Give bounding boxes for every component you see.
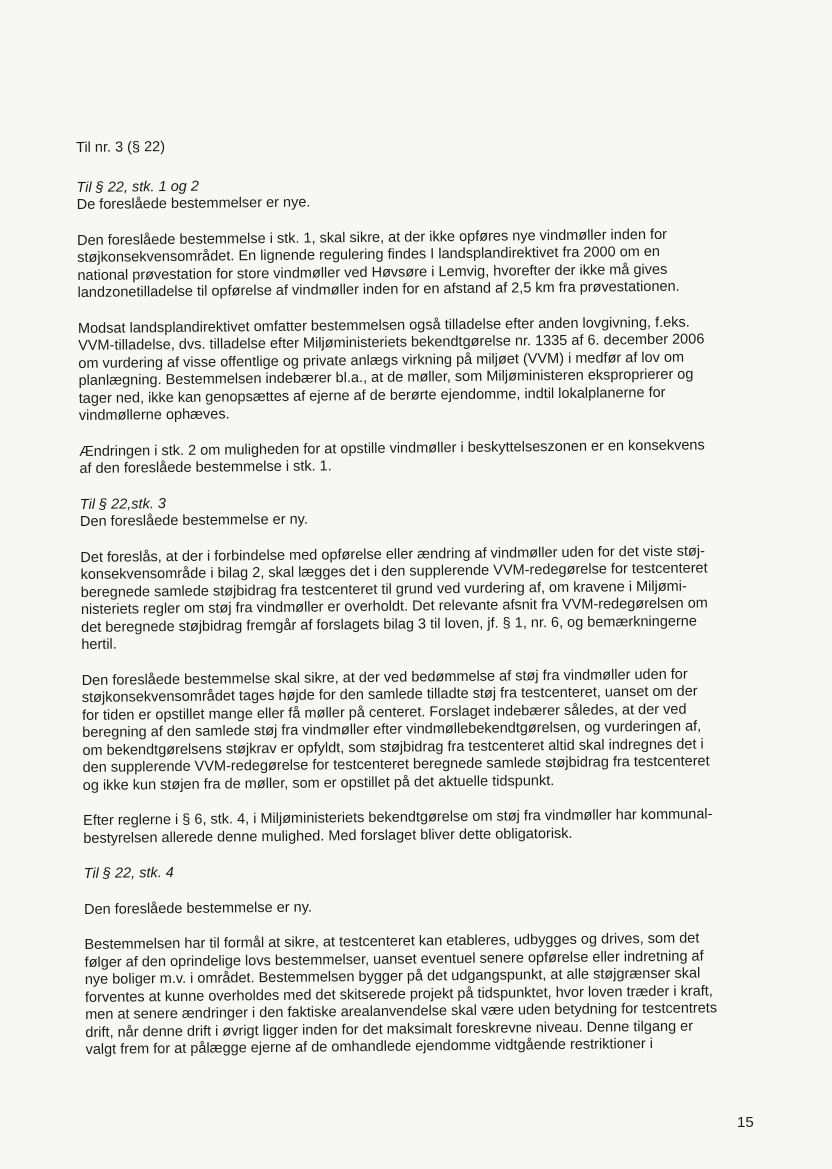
text-line: Det foreslås, at der i forbindelse med opførelse eller ændring af vindmøller uden for det viste støj- — [80, 542, 705, 566]
subsection-title: Til § 22, stk. 1 og 2 — [76, 178, 199, 196]
text-line: den supplerende VVM-redegørelse for testcenteret beregnede samlede støjbidrag fra testcenteret — [82, 753, 710, 776]
text-line: af den foreslåede bestemmelse i stk. 1. — [79, 458, 332, 477]
text-line: det beregnede støjbidrag fremgår af forslagets bilag 3 til loven, jf. § 1, nr. 6, og bemærkningerne — [81, 613, 697, 636]
text-line: beregnede samlede støjbidrag fra testcenteret til grund ved vurdering af, om kravene i Miljømi- — [80, 578, 687, 601]
text-line: nisteriets regler om støj fra vindmøller er overholdt. Det relevante afsnit fra VVM-redegørelsen om — [80, 595, 708, 618]
paragraph — [84, 930, 765, 1060]
text-line: tager ned, ikke kan genopsættes af ejerne af de berørte ejendomme, indtil lokalplanerne for — [78, 384, 666, 407]
text-line: bestyrelsen allerede denne mulighed. Med forslaget bliver dette obligatorisk. — [83, 825, 573, 847]
text-line: Efter reglerne i § 6, stk. 4, i Miljøministeriets bekendtgørelse om støj fra vindmøller har kommunal- — [83, 806, 713, 829]
text-line: støjkonsekvensområdet tages højde for den samlede tilladte støj fra testcenteret, uanset om der — [81, 683, 698, 706]
text-line: beregning af den samlede støj fra vindmøller efter vindmøllebekendtgørelsen, og vurderingen af, — [82, 718, 702, 741]
text-line: Ændringen i stk. 2 om muligheden for at opstille vindmøller i beskyttelseszonen er en konsekvens — [79, 436, 705, 460]
text-line: følger af den oprindelige lovs bestemmelser, uanset eventuel senere opførelse eller indretning af — [84, 947, 704, 971]
text-line: landzonetilladelse til opførelse af vindmøller inden for en afstand af 2,5 km fra prøvestationen. — [77, 278, 680, 301]
text-line: konsekvensområde i bilag 2, skal lægges det i den supplerende VVM-redegørelse for testcenteret — [80, 560, 708, 583]
subsection-title: Til § 22, stk. 4 — [83, 865, 174, 882]
paragraph — [77, 225, 758, 302]
text-line: national prøvestation for store vindmøller ved Høvsøre i Lemvig, hvorefter der ikke må gives — [77, 261, 668, 284]
text-line: men at senere ændringer i den faktiske arealanvendelse skal være uden betydning for testcentrets — [85, 1000, 718, 1023]
text-line: forventes at kunne overholdes med det skitserede projekt på tidspunktet, hvor loven træder i kraft, — [84, 982, 713, 1006]
text-line: Bestemmelsen har til formål at sikre, at testcenteret kan etableres, udbygges og drives, som det — [84, 930, 700, 953]
text-line: valgt frem for at pålægge ejerne af de omhandlede ejendomme vidtgående restriktioner i — [85, 1036, 654, 1058]
section-heading: Til nr. 3 (§ 22) — [76, 139, 166, 156]
text-line: Den foreslåede bestemmelse i stk. 1, skal sikre, at der ikke opføres nye vindmøller inden for — [76, 226, 668, 249]
text-line: støjkonsekvensområdet. En lignende regulering findes I landsplandirektivet fra 2000 om en — [77, 243, 661, 266]
text-line: vindmøllerne ophæves. — [78, 406, 230, 424]
text-line: planlægning. Bestemmelsen indebærer bl.a., at de møller, som Miljøministeren eksproprierer og — [78, 366, 694, 389]
paragraph — [80, 542, 761, 654]
document-body — [76, 133, 766, 1060]
text-line: og ikke kun støjen fra de møller, som er opstillet på det aktuelle tidspunkt. — [82, 772, 555, 794]
text-line: hertil. — [81, 636, 117, 653]
text-line: drift, når denne drift i øvrigt ligger inden for det maksimalt foreskrevne niveau. Denne tilgang er — [85, 1018, 694, 1041]
text-line: for tiden er opstillet mange eller få møller på centeret. Forslaget indebærer således, at der ved — [81, 701, 687, 724]
page-number: 15 — [737, 1114, 754, 1131]
paragraph — [78, 313, 759, 425]
text-line: Modsat landsplandirektivet omfatter bestemmelsen også tilladelse efter anden lovgivning, f.eks. — [77, 314, 690, 337]
subsection-subtitle: Den foreslåede bestemmelse er ny. — [79, 511, 308, 530]
text-line: om vurdering af visse offentlige og private anlægs virkning på miljøet (VVM) i medfør af lov om — [78, 349, 685, 372]
subsection-title: Til § 22,stk. 3 — [79, 495, 167, 513]
text-line: VVM-tilladelse, dvs. tilladelse efter Miljøministeriets bekendtgørelse nr. 1335 af 6. december 2006 — [78, 331, 705, 354]
text-line: om bekendtgørelsens støjkrav er opfyldt, som støjbidrag fra testcenteret altid skal indregnes det i — [82, 735, 704, 759]
text-line: Den foreslåede bestemmelse skal sikre, at der ved bedømmelse af støj fra vindmøller uden for — [81, 666, 688, 689]
text-line: nye boliger m.v. i området. Bestemmelsen bygger på det udgangspunkt, at alle støjgrænser skal — [84, 965, 701, 988]
paragraph — [82, 665, 763, 795]
subsection-subtitle: De foreslåede bestemmelser er nye. — [76, 194, 311, 213]
subsection-subtitle: Den foreslåede bestemmelse er ny. — [83, 899, 312, 918]
